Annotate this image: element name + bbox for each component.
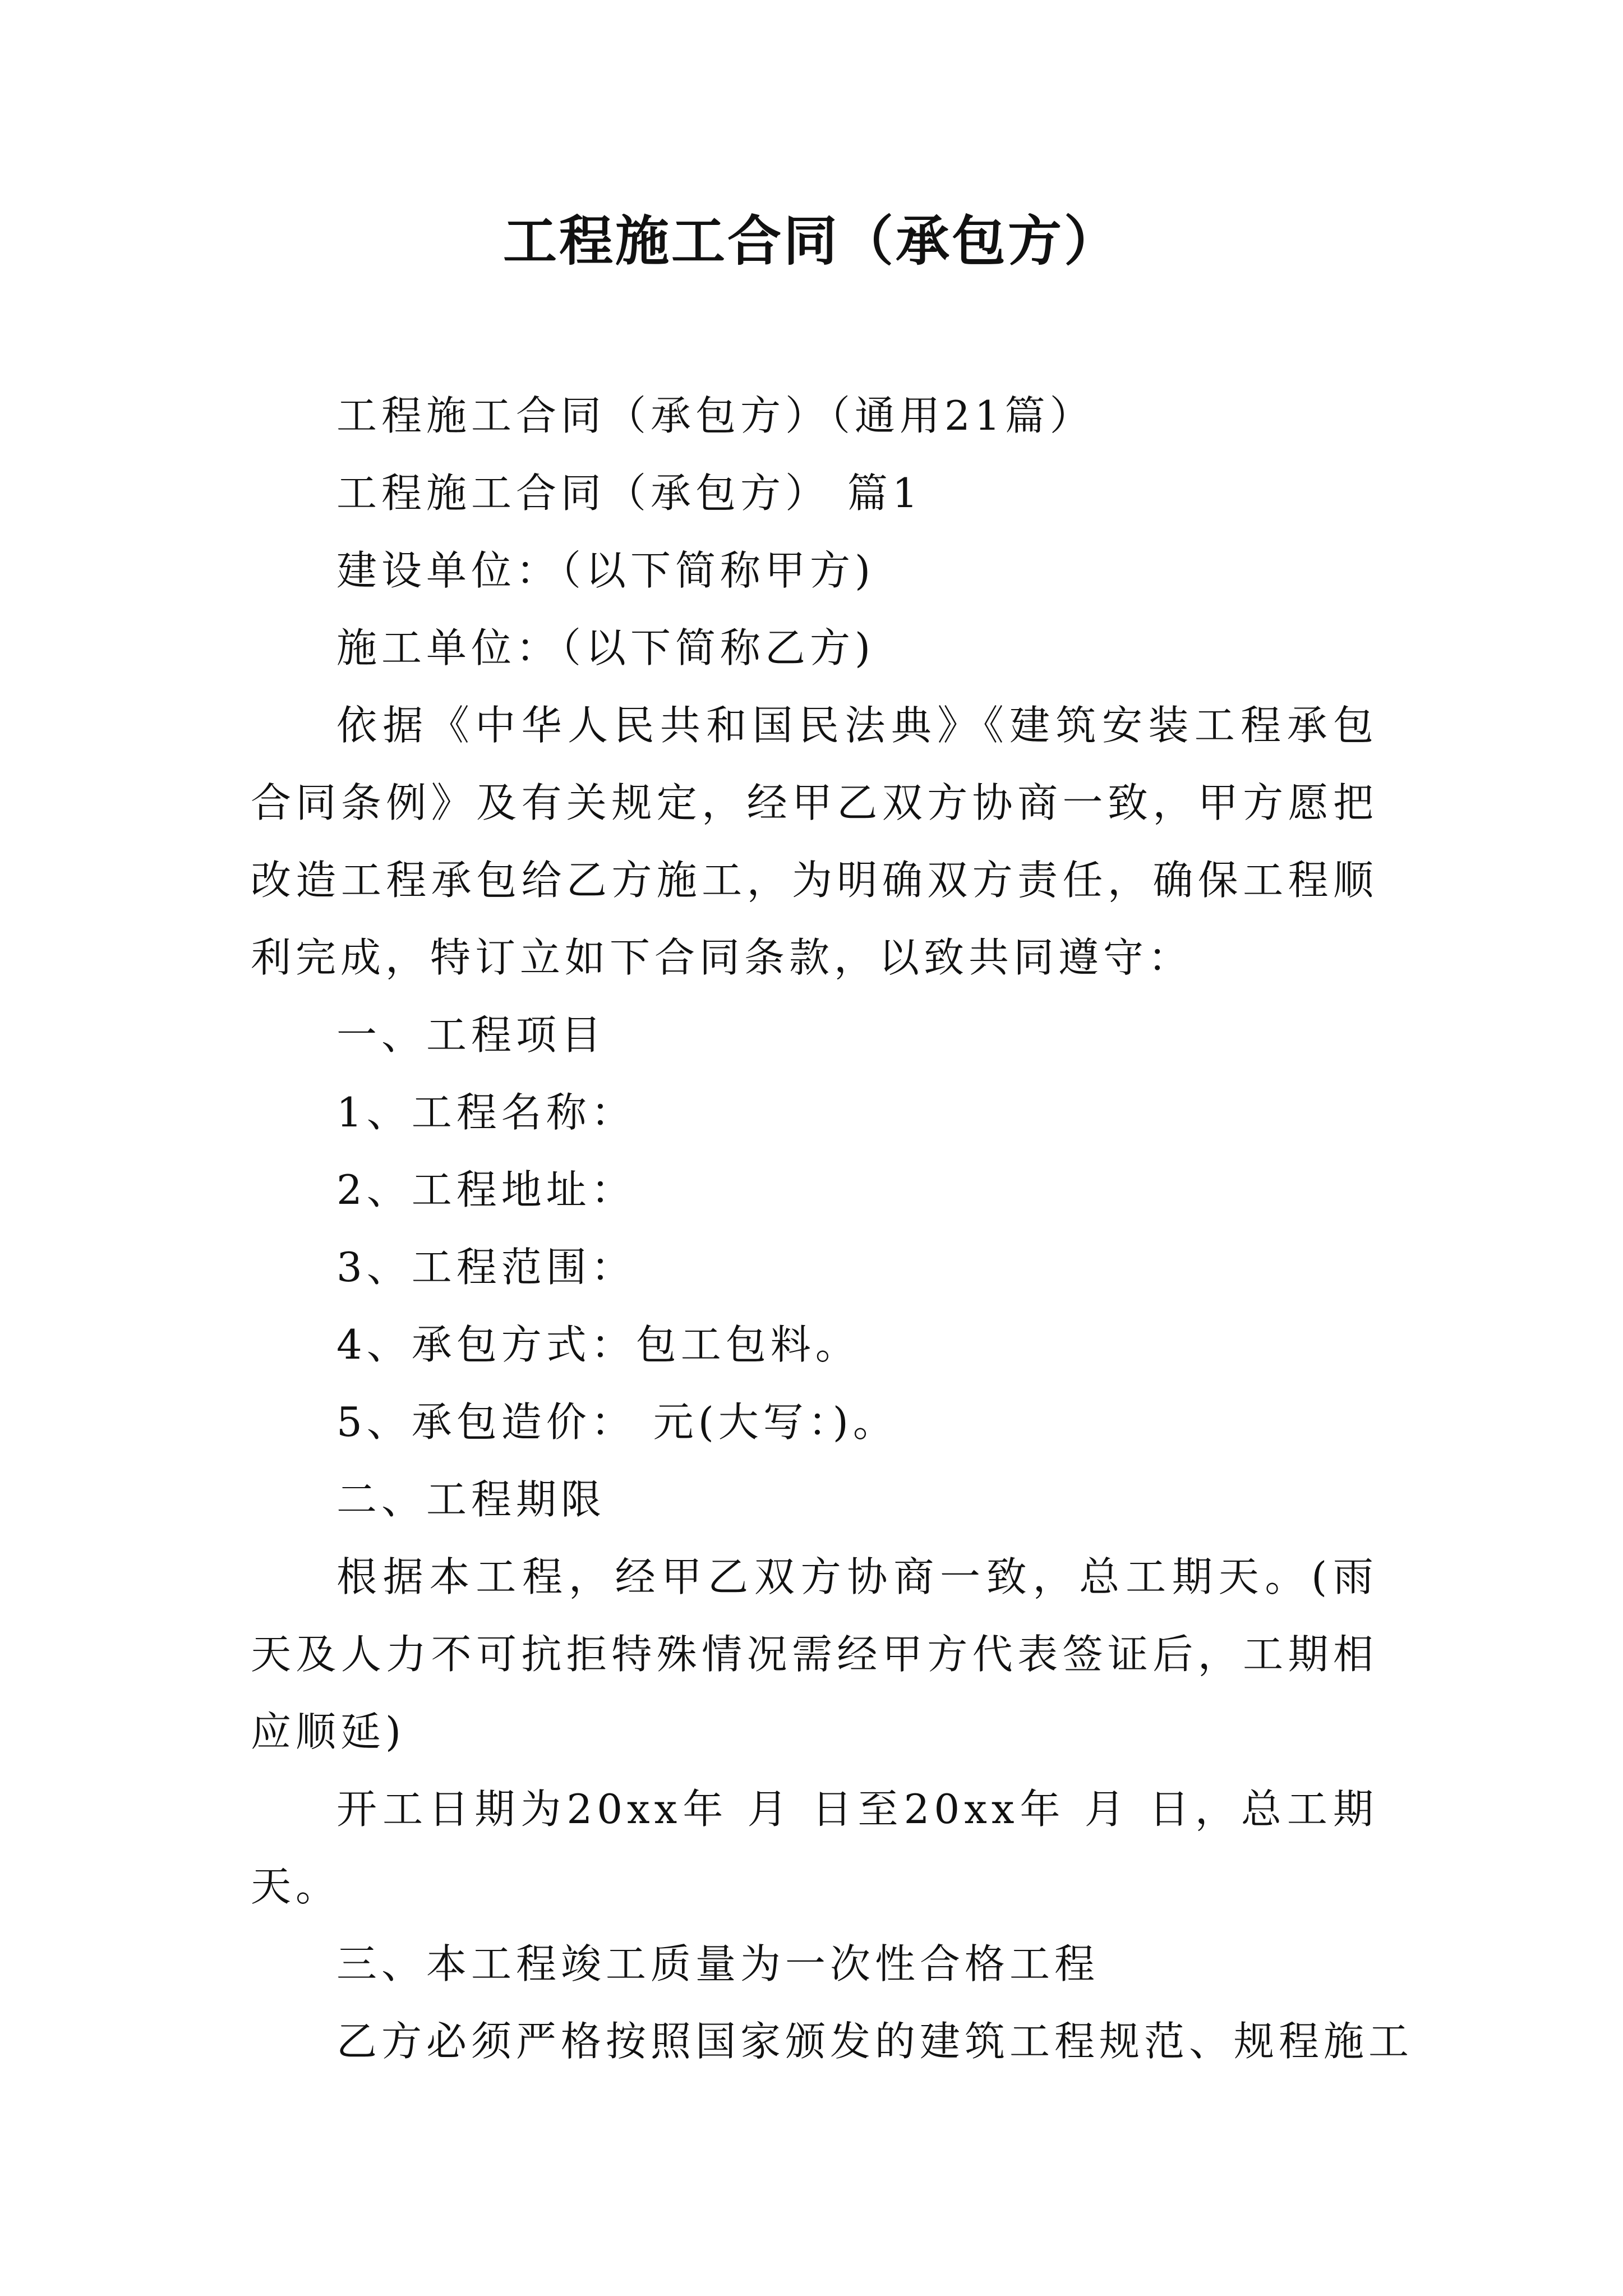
clause-item: 2、工程地址： <box>336 1166 636 1213</box>
clause-heading: 二、工程期限 <box>336 1476 606 1523</box>
body-paragraph: 开工日期为20xx年 月 日至20xx年 月 日，总工期天。 <box>251 1786 1378 1910</box>
clause-heading: 一、工程项目 <box>336 1011 606 1059</box>
clause-item: 3、工程范围： <box>336 1244 636 1291</box>
document-body <box>251 377 1414 2080</box>
party-a-line: 建设单位：（以下简称甲方) <box>336 547 875 594</box>
section-heading: 工程施工合同（承包方） 篇1 <box>336 470 923 517</box>
clause-item: 4、承包方式：包工包料。 <box>336 1321 860 1368</box>
clause-item: 1、工程名称： <box>336 1089 636 1136</box>
subtitle-paragraph: 工程施工合同（承包方）（通用21篇） <box>336 392 1095 439</box>
body-paragraph: 根据本工程，经甲乙双方协商一致，总工期天。(雨天及人力不可抗拒特殊情况需经甲方代表签证后，工期相应顺延) <box>251 1553 1378 1755</box>
clause-heading: 三、本工程竣工质量为一次性合格工程 <box>336 1940 1100 1987</box>
body-paragraph: 乙方必须严格按照国家颁发的建筑工程规范、规程施工 <box>336 2018 1414 2065</box>
party-b-line: 施工单位：（以下简称乙方) <box>336 624 875 671</box>
clause-item: 5、承包造价： 元(大写：)。 <box>336 1398 898 1446</box>
document-title: 工程施工合同（承包方） <box>503 209 1120 273</box>
preamble-paragraph: 依据《中华人民共和国民法典》《建筑安装工程承包合同条例》及有关规定，经甲乙双方协商一致，甲方愿把 改造工程承包给乙方施工，为明确双方责任，确保工程顺利完成，特订立如下合同条款，以致共同遵守： <box>251 702 1378 981</box>
